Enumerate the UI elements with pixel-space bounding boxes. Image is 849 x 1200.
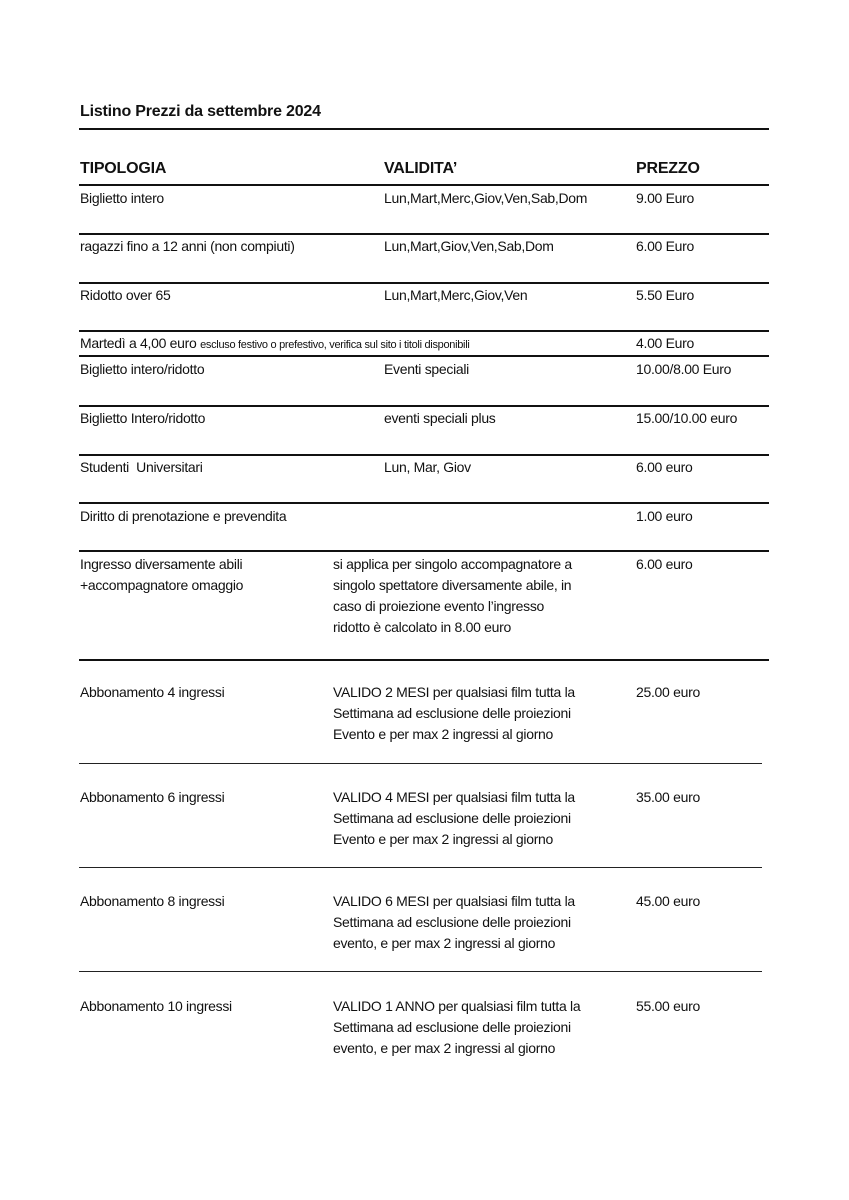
row-validity: Lun, Mar, Giov <box>384 459 471 475</box>
row-validity-line: Evento e per max 2 ingressi al giorno <box>333 831 554 847</box>
row-divider <box>79 659 769 661</box>
row-type: Abbonamento 6 ingressi <box>80 789 225 805</box>
row-separator <box>79 763 762 764</box>
row-validity-line: Settimana ad esclusione delle proiezioni <box>333 914 571 930</box>
row-validity-line: Evento e per max 2 ingressi al giorno <box>333 726 554 742</box>
header-divider <box>79 184 769 186</box>
header-validita: VALIDITA’ <box>384 160 458 177</box>
row-type: Biglietto intero <box>80 190 164 206</box>
row-validity-line: singolo spettatore diversamente abile, in <box>333 577 572 593</box>
row-type-note: escluso festivo o prefestivo, verifica sul sito i titoli disponibili <box>200 339 470 351</box>
row-separator <box>79 867 762 868</box>
row-type: Martedì a 4,00 euro <box>80 335 197 351</box>
row-validity-line: VALIDO 4 MESI per qualsiasi film tutta la <box>333 789 575 805</box>
row-divider <box>79 502 769 504</box>
title-divider <box>79 128 769 130</box>
row-price: 6.00 euro <box>636 459 693 475</box>
row-price: 15.00/10.00 euro <box>636 410 738 426</box>
row-type: Studenti Universitari <box>80 459 203 475</box>
row-price: 6.00 Euro <box>636 238 695 254</box>
header-prezzo: PREZZO <box>636 160 700 177</box>
row-validity: eventi speciali plus <box>384 410 496 426</box>
row-price: 9.00 Euro <box>636 190 695 206</box>
row-validity-line: VALIDO 1 ANNO per qualsiasi film tutta la <box>333 998 581 1014</box>
row-price: 1.00 euro <box>636 508 693 524</box>
row-price: 6.00 euro <box>636 556 693 572</box>
row-validity-line: caso di proiezione evento l’ingresso <box>333 598 544 614</box>
header-tipologia: TIPOLOGIA <box>80 160 167 177</box>
page-title: Listino Prezzi da settembre 2024 <box>80 103 321 120</box>
row-type-line: Ingresso diversamente abili <box>80 556 243 572</box>
row-type-line: +accompagnatore omaggio <box>80 577 244 593</box>
row-validity: Eventi speciali <box>384 361 469 377</box>
row-type: Biglietto Intero/ridotto <box>80 410 206 426</box>
row-validity-line: VALIDO 6 MESI per qualsiasi film tutta la <box>333 893 575 909</box>
row-type-mixed <box>80 333 470 356</box>
row-validity-line: evento, e per max 2 ingressi al giorno <box>333 1040 556 1056</box>
row-price: 5.50 Euro <box>636 287 695 303</box>
row-separator <box>79 971 762 972</box>
row-divider <box>79 233 769 235</box>
row-type: Abbonamento 8 ingressi <box>80 893 225 909</box>
row-price: 45.00 euro <box>636 893 700 909</box>
row-validity-line: ridotto è calcolato in 8.00 euro <box>333 619 511 635</box>
row-validity: Lun,Mart,Merc,Giov,Ven,Sab,Dom <box>384 190 588 206</box>
row-type: Diritto di prenotazione e prevendita <box>80 508 287 524</box>
row-type: Biglietto intero/ridotto <box>80 361 205 377</box>
row-price: 10.00/8.00 Euro <box>636 361 732 377</box>
row-divider <box>79 282 769 284</box>
row-divider <box>79 405 769 407</box>
row-type: Abbonamento 4 ingressi <box>80 684 225 700</box>
row-price: 55.00 euro <box>636 998 700 1014</box>
row-price: 35.00 euro <box>636 789 700 805</box>
row-type: Ridotto over 65 <box>80 287 171 303</box>
row-validity-line: Settimana ad esclusione delle proiezioni <box>333 705 571 721</box>
row-divider <box>79 550 769 552</box>
row-validity: Lun,Mart,Merc,Giov,Ven <box>384 287 528 303</box>
row-validity-line: VALIDO 2 MESI per qualsiasi film tutta la <box>333 684 575 700</box>
row-divider <box>79 454 769 456</box>
row-type: Abbonamento 10 ingressi <box>80 998 232 1014</box>
row-validity-line: evento, e per max 2 ingressi al giorno <box>333 935 556 951</box>
row-validity-line: si applica per singolo accompagnatore a <box>333 556 572 572</box>
row-validity: Lun,Mart,Giov,Ven,Sab,Dom <box>384 238 554 254</box>
row-divider <box>79 355 769 357</box>
row-divider <box>79 330 769 332</box>
row-price: 25.00 euro <box>636 684 700 700</box>
row-type: ragazzi fino a 12 anni (non compiuti) <box>80 238 295 254</box>
row-validity-line: Settimana ad esclusione delle proiezioni <box>333 810 571 826</box>
row-validity-line: Settimana ad esclusione delle proiezioni <box>333 1019 571 1035</box>
row-price: 4.00 Euro <box>636 335 695 351</box>
